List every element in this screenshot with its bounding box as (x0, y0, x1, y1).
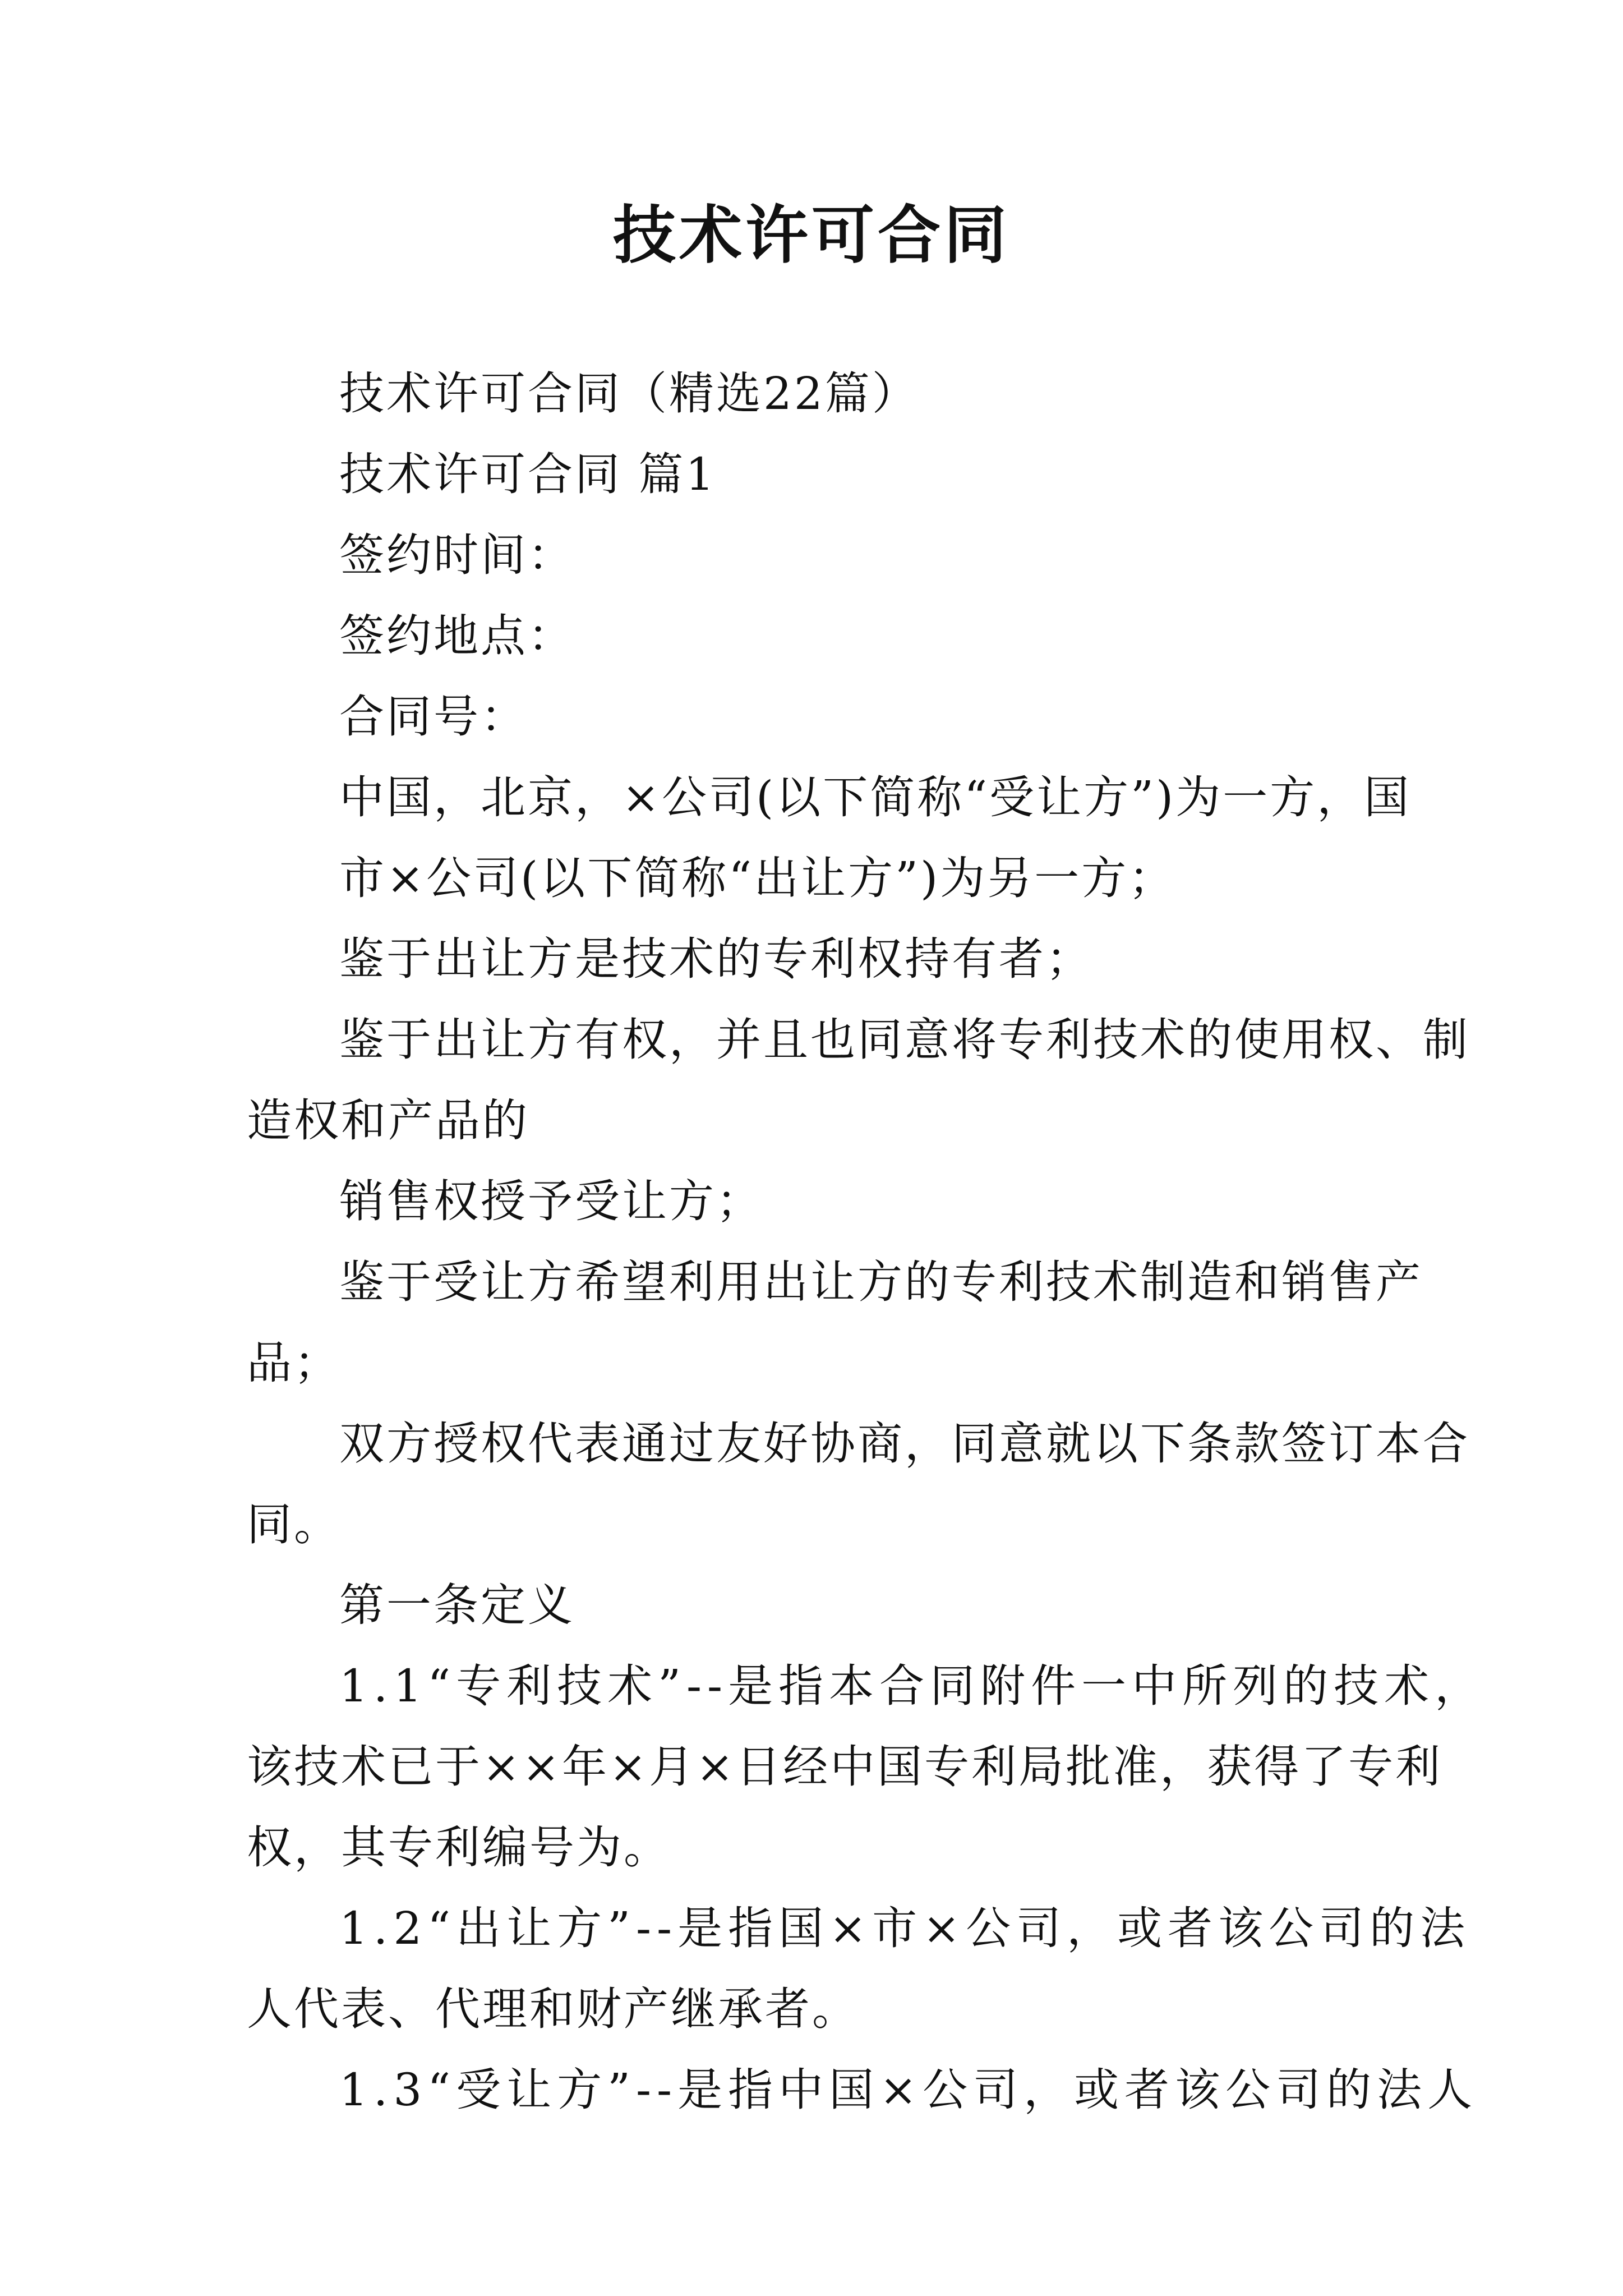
document-title: 技术许可合同 (613, 199, 1010, 272)
text-line: 销售权授予受让方； (339, 1175, 763, 1227)
signing-place-label: 签约地点： (339, 610, 575, 662)
article-heading: 第一条定义 (339, 1579, 575, 1631)
clause-line: 1.3“受让方”--是指中国×公司，或者该公司的法人 (339, 2064, 1478, 2116)
text-line: 双方授权代表通过友好协商，同意就以下条款签订本合 (339, 1418, 1470, 1470)
clause-line: 1.2“出让方”--是指国×市×公司，或者该公司的法 (339, 1902, 1471, 1954)
text-line: 鉴于出让方有权，并且也同意将专利技术的使用权、制 (339, 1014, 1470, 1066)
contract-number-label: 合同号： (339, 691, 528, 743)
text-line: 鉴于出让方是技术的专利权持有者； (339, 933, 1093, 985)
text-line: 权，其专利编号为。 (247, 1821, 671, 1874)
clause-line: 1.1“专利技术”--是指本合同附件一中所列的技术， (339, 1660, 1486, 1712)
text-line: 中国，北京，×公司(以下简称“受让方”)为一方，国 (339, 771, 1412, 823)
text-line: 市×公司(以下简称“出让方”)为另一方； (339, 852, 1176, 904)
subtitle-line: 技术许可合同（精选22篇） (339, 367, 919, 420)
document-body (247, 353, 1486, 2131)
signing-time-label: 签约时间： (339, 529, 575, 581)
text-line: 品； (247, 1337, 341, 1389)
text-line: 鉴于受让方希望利用出让方的专利技术制造和销售产 (339, 1256, 1423, 1308)
text-line: 同。 (247, 1498, 341, 1550)
text-line: 该技术已于××年×月×日经中国专利局批准，获得了专利 (247, 1741, 1443, 1793)
text-line: 人代表、代理和财产继承者。 (247, 1983, 859, 2035)
section-heading: 技术许可合同 篇1 (339, 448, 717, 500)
text-line: 造权和产品的 (247, 1094, 529, 1147)
